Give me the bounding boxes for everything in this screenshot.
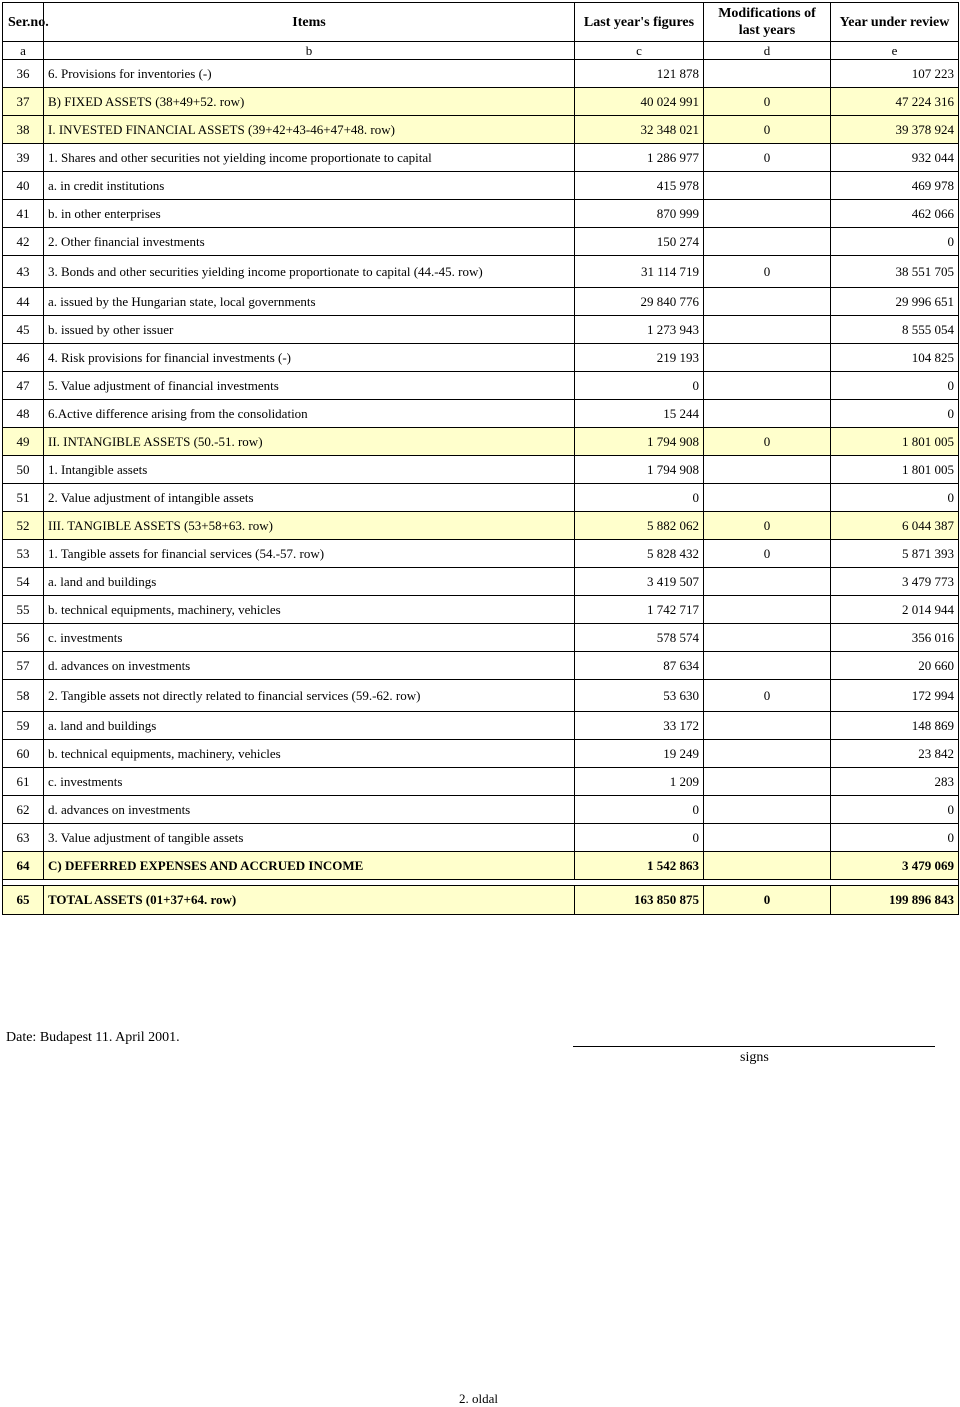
cell-ser-no: 65 bbox=[3, 886, 44, 915]
cell-modifications: 0 bbox=[704, 428, 831, 456]
cell-modifications bbox=[704, 596, 831, 624]
cell-last-year: 1 542 863 bbox=[575, 852, 704, 880]
column-letter-row bbox=[3, 42, 959, 60]
cell-item: I. INVESTED FINANCIAL ASSETS (39+42+43-46+47+48. row) bbox=[44, 116, 575, 144]
cell-year-under-review: 3 479 069 bbox=[831, 852, 959, 880]
cell-item: TOTAL ASSETS (01+37+64. row) bbox=[44, 886, 575, 915]
cell-item: 2. Value adjustment of intangible assets bbox=[44, 484, 575, 512]
cell-ser-no: 61 bbox=[3, 768, 44, 796]
cell-last-year: 0 bbox=[575, 372, 704, 400]
cell-item: b. issued by other issuer bbox=[44, 316, 575, 344]
cell-year-under-review: 356 016 bbox=[831, 624, 959, 652]
cell-year-under-review: 39 378 924 bbox=[831, 116, 959, 144]
cell-item: 6. Provisions for inventories (-) bbox=[44, 60, 575, 88]
cell-item: C) DEFERRED EXPENSES AND ACCRUED INCOME bbox=[44, 852, 575, 880]
header-last-year: Last year's figures bbox=[575, 3, 704, 42]
balance-sheet-table bbox=[2, 2, 959, 915]
cell-modifications bbox=[704, 824, 831, 852]
cell-item: 5. Value adjustment of financial investments bbox=[44, 372, 575, 400]
page-number: 2. oldal bbox=[459, 1391, 498, 1406]
cell-year-under-review: 199 896 843 bbox=[831, 886, 959, 915]
header-row bbox=[3, 3, 959, 42]
cell-ser-no: 36 bbox=[3, 60, 44, 88]
cell-ser-no: 47 bbox=[3, 372, 44, 400]
cell-modifications bbox=[704, 400, 831, 428]
cell-item: 2. Other financial investments bbox=[44, 228, 575, 256]
cell-modifications bbox=[704, 796, 831, 824]
cell-last-year: 32 348 021 bbox=[575, 116, 704, 144]
cell-year-under-review: 8 555 054 bbox=[831, 316, 959, 344]
table-row bbox=[3, 116, 959, 144]
cell-last-year: 19 249 bbox=[575, 740, 704, 768]
cell-modifications: 0 bbox=[704, 116, 831, 144]
table-row bbox=[3, 540, 959, 568]
table-row bbox=[3, 680, 959, 712]
cell-last-year: 1 794 908 bbox=[575, 456, 704, 484]
cell-ser-no: 46 bbox=[3, 344, 44, 372]
cell-item: d. advances on investments bbox=[44, 796, 575, 824]
cell-modifications bbox=[704, 288, 831, 316]
cell-modifications: 0 bbox=[704, 512, 831, 540]
cell-last-year: 0 bbox=[575, 484, 704, 512]
cell-modifications bbox=[704, 456, 831, 484]
column-letter: b bbox=[44, 42, 575, 60]
cell-last-year: 40 024 991 bbox=[575, 88, 704, 116]
cell-year-under-review: 0 bbox=[831, 796, 959, 824]
cell-last-year: 163 850 875 bbox=[575, 886, 704, 915]
cell-ser-no: 43 bbox=[3, 256, 44, 288]
cell-modifications: 0 bbox=[704, 886, 831, 915]
cell-item: a. issued by the Hungarian state, local governments bbox=[44, 288, 575, 316]
column-letter: e bbox=[831, 42, 959, 60]
cell-modifications: 0 bbox=[704, 88, 831, 116]
cell-ser-no: 62 bbox=[3, 796, 44, 824]
cell-ser-no: 44 bbox=[3, 288, 44, 316]
cell-last-year: 53 630 bbox=[575, 680, 704, 712]
cell-ser-no: 37 bbox=[3, 88, 44, 116]
cell-ser-no: 57 bbox=[3, 652, 44, 680]
cell-last-year: 87 634 bbox=[575, 652, 704, 680]
table-row bbox=[3, 428, 959, 456]
cell-year-under-review: 932 044 bbox=[831, 144, 959, 172]
cell-year-under-review: 283 bbox=[831, 768, 959, 796]
cell-last-year: 121 878 bbox=[575, 60, 704, 88]
cell-last-year: 870 999 bbox=[575, 200, 704, 228]
cell-item: b. technical equipments, machinery, vehicles bbox=[44, 740, 575, 768]
cell-item: 3. Value adjustment of tangible assets bbox=[44, 824, 575, 852]
cell-ser-no: 51 bbox=[3, 484, 44, 512]
cell-last-year: 0 bbox=[575, 824, 704, 852]
table-row bbox=[3, 852, 959, 880]
cell-last-year: 219 193 bbox=[575, 344, 704, 372]
cell-ser-no: 39 bbox=[3, 144, 44, 172]
cell-last-year: 3 419 507 bbox=[575, 568, 704, 596]
cell-ser-no: 49 bbox=[3, 428, 44, 456]
cell-item: a. land and buildings bbox=[44, 568, 575, 596]
cell-modifications bbox=[704, 624, 831, 652]
cell-year-under-review: 5 871 393 bbox=[831, 540, 959, 568]
cell-ser-no: 56 bbox=[3, 624, 44, 652]
table-row bbox=[3, 400, 959, 428]
table-row bbox=[3, 652, 959, 680]
header-items: Items bbox=[44, 3, 575, 42]
cell-last-year: 1 209 bbox=[575, 768, 704, 796]
cell-last-year: 150 274 bbox=[575, 228, 704, 256]
header-ser-no: Ser.no. bbox=[3, 3, 44, 42]
table-row bbox=[3, 484, 959, 512]
header-year-under-review: Year under review bbox=[831, 3, 959, 42]
cell-item: B) FIXED ASSETS (38+49+52. row) bbox=[44, 88, 575, 116]
cell-item: 3. Bonds and other securities yielding income proportionate to capital (44.-45. row) bbox=[44, 256, 575, 288]
table-row bbox=[3, 344, 959, 372]
cell-item: b. technical equipments, machinery, vehicles bbox=[44, 596, 575, 624]
cell-year-under-review: 6 044 387 bbox=[831, 512, 959, 540]
cell-year-under-review: 0 bbox=[831, 372, 959, 400]
cell-last-year: 578 574 bbox=[575, 624, 704, 652]
cell-year-under-review: 469 978 bbox=[831, 172, 959, 200]
cell-modifications: 0 bbox=[704, 144, 831, 172]
signature-line bbox=[573, 1046, 935, 1047]
cell-year-under-review: 3 479 773 bbox=[831, 568, 959, 596]
table-row bbox=[3, 740, 959, 768]
cell-item: c. investments bbox=[44, 768, 575, 796]
table-row bbox=[3, 88, 959, 116]
table-row bbox=[3, 288, 959, 316]
table-row bbox=[3, 624, 959, 652]
table-row bbox=[3, 512, 959, 540]
cell-year-under-review: 0 bbox=[831, 228, 959, 256]
cell-modifications: 0 bbox=[704, 540, 831, 568]
cell-last-year: 1 794 908 bbox=[575, 428, 704, 456]
cell-modifications bbox=[704, 344, 831, 372]
column-letter: c bbox=[575, 42, 704, 60]
cell-year-under-review: 462 066 bbox=[831, 200, 959, 228]
cell-modifications: 0 bbox=[704, 256, 831, 288]
cell-ser-no: 53 bbox=[3, 540, 44, 568]
cell-ser-no: 54 bbox=[3, 568, 44, 596]
cell-item: a. land and buildings bbox=[44, 712, 575, 740]
cell-modifications bbox=[704, 372, 831, 400]
cell-modifications bbox=[704, 652, 831, 680]
cell-item: 2. Tangible assets not directly related to financial services (59.-62. row) bbox=[44, 680, 575, 712]
table-body bbox=[3, 60, 959, 880]
cell-ser-no: 41 bbox=[3, 200, 44, 228]
table-row bbox=[3, 256, 959, 288]
table-row bbox=[3, 824, 959, 852]
cell-year-under-review: 29 996 651 bbox=[831, 288, 959, 316]
table-row bbox=[3, 200, 959, 228]
column-letter: a bbox=[3, 42, 44, 60]
cell-modifications bbox=[704, 568, 831, 596]
cell-modifications bbox=[704, 200, 831, 228]
cell-ser-no: 63 bbox=[3, 824, 44, 852]
cell-ser-no: 40 bbox=[3, 172, 44, 200]
table-row bbox=[3, 796, 959, 824]
column-letter: d bbox=[704, 42, 831, 60]
cell-year-under-review: 20 660 bbox=[831, 652, 959, 680]
table-row bbox=[3, 228, 959, 256]
cell-modifications bbox=[704, 316, 831, 344]
total-row bbox=[3, 886, 959, 915]
cell-year-under-review: 2 014 944 bbox=[831, 596, 959, 624]
cell-last-year: 29 840 776 bbox=[575, 288, 704, 316]
cell-item: 1. Tangible assets for financial services (54.-57. row) bbox=[44, 540, 575, 568]
table-row bbox=[3, 60, 959, 88]
cell-ser-no: 48 bbox=[3, 400, 44, 428]
table-row bbox=[3, 596, 959, 624]
cell-year-under-review: 107 223 bbox=[831, 60, 959, 88]
cell-modifications bbox=[704, 60, 831, 88]
table-row bbox=[3, 172, 959, 200]
cell-modifications bbox=[704, 740, 831, 768]
cell-item: 4. Risk provisions for financial investments (-) bbox=[44, 344, 575, 372]
cell-year-under-review: 47 224 316 bbox=[831, 88, 959, 116]
cell-last-year: 1 273 943 bbox=[575, 316, 704, 344]
cell-last-year: 33 172 bbox=[575, 712, 704, 740]
header-modifications: Modifications of last years bbox=[704, 3, 831, 42]
cell-last-year: 1 286 977 bbox=[575, 144, 704, 172]
cell-item: d. advances on investments bbox=[44, 652, 575, 680]
signs-label: signs bbox=[740, 1050, 769, 1065]
table-row bbox=[3, 144, 959, 172]
table-row bbox=[3, 456, 959, 484]
cell-last-year: 415 978 bbox=[575, 172, 704, 200]
cell-modifications bbox=[704, 852, 831, 880]
cell-ser-no: 52 bbox=[3, 512, 44, 540]
cell-last-year: 15 244 bbox=[575, 400, 704, 428]
cell-last-year: 0 bbox=[575, 796, 704, 824]
cell-last-year: 31 114 719 bbox=[575, 256, 704, 288]
cell-ser-no: 58 bbox=[3, 680, 44, 712]
cell-modifications bbox=[704, 228, 831, 256]
table-row bbox=[3, 712, 959, 740]
cell-item: II. INTANGIBLE ASSETS (50.-51. row) bbox=[44, 428, 575, 456]
cell-year-under-review: 148 869 bbox=[831, 712, 959, 740]
date-line: Date: Budapest 11. April 2001. bbox=[6, 1030, 180, 1045]
table-row bbox=[3, 372, 959, 400]
cell-last-year: 1 742 717 bbox=[575, 596, 704, 624]
cell-modifications bbox=[704, 768, 831, 796]
cell-ser-no: 64 bbox=[3, 852, 44, 880]
cell-year-under-review: 23 842 bbox=[831, 740, 959, 768]
cell-year-under-review: 104 825 bbox=[831, 344, 959, 372]
cell-ser-no: 60 bbox=[3, 740, 44, 768]
cell-ser-no: 38 bbox=[3, 116, 44, 144]
cell-ser-no: 50 bbox=[3, 456, 44, 484]
cell-year-under-review: 1 801 005 bbox=[831, 456, 959, 484]
cell-item: 1. Intangible assets bbox=[44, 456, 575, 484]
cell-year-under-review: 38 551 705 bbox=[831, 256, 959, 288]
cell-modifications: 0 bbox=[704, 680, 831, 712]
cell-ser-no: 55 bbox=[3, 596, 44, 624]
cell-item: 6.Active difference arising from the consolidation bbox=[44, 400, 575, 428]
cell-year-under-review: 172 994 bbox=[831, 680, 959, 712]
cell-year-under-review: 1 801 005 bbox=[831, 428, 959, 456]
table-row bbox=[3, 316, 959, 344]
cell-item: 1. Shares and other securities not yielding income proportionate to capital bbox=[44, 144, 575, 172]
cell-ser-no: 45 bbox=[3, 316, 44, 344]
cell-item: b. in other enterprises bbox=[44, 200, 575, 228]
cell-modifications bbox=[704, 172, 831, 200]
cell-year-under-review: 0 bbox=[831, 484, 959, 512]
cell-last-year: 5 882 062 bbox=[575, 512, 704, 540]
cell-ser-no: 59 bbox=[3, 712, 44, 740]
cell-ser-no: 42 bbox=[3, 228, 44, 256]
table-row bbox=[3, 768, 959, 796]
cell-item: a. in credit institutions bbox=[44, 172, 575, 200]
cell-item: c. investments bbox=[44, 624, 575, 652]
cell-year-under-review: 0 bbox=[831, 824, 959, 852]
cell-year-under-review: 0 bbox=[831, 400, 959, 428]
cell-last-year: 5 828 432 bbox=[575, 540, 704, 568]
cell-modifications bbox=[704, 484, 831, 512]
table-row bbox=[3, 568, 959, 596]
cell-modifications bbox=[704, 712, 831, 740]
cell-item: III. TANGIBLE ASSETS (53+58+63. row) bbox=[44, 512, 575, 540]
